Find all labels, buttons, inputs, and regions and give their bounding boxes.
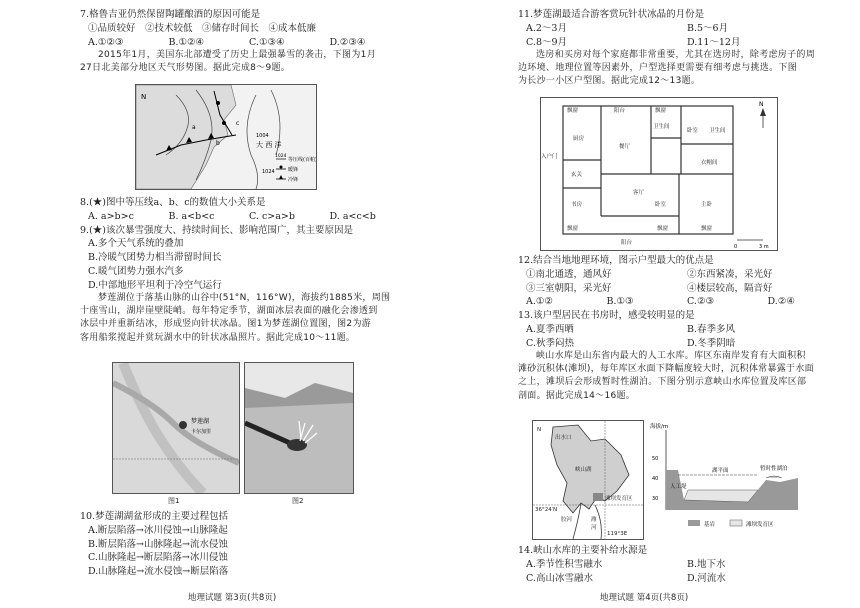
passage2-line4: 客用船浆搅起并赏玩湖水中的针状冰晶照片。据此完成10～11题。 [80,332,356,343]
plan-baywindow-4: 飘窗 [657,226,669,232]
q9-option-d[interactable]: D.中部地形平坦利于冷空气运行 [88,279,222,291]
reservoir-river-wei: 潍 [591,517,597,523]
q7-option-d[interactable]: D.②③④ [329,36,366,48]
right-column-2 [518,254,848,403]
plan-master-bedroom: 主卧 [701,202,713,208]
profile-legend-bedrock: 基岩 [704,522,716,528]
plan-living: 客厅 [633,190,645,196]
q12-option-d[interactable]: D.②④ [767,296,795,308]
profile-y30: 30 [652,496,659,502]
profile-y50: 50 [652,456,659,462]
right-page [430,0,860,608]
map-ocean-label: 大 西 洋 [256,141,282,149]
profile-lake-level: 湖平面 [712,468,729,474]
q14-option-c[interactable]: C.高山冰雪融水 [526,572,593,584]
passage1-line2: 27日北美部分地区天气形势图。据此完成8～9题。 [80,63,291,74]
q8-option-a[interactable]: A. a>b>c [88,210,134,222]
q9-option-a[interactable]: A.多个天气系统的叠加 [88,238,184,250]
q7-items: ①品质较好 ②技术较低 ③储存时间长 ④成本低廉 [88,22,317,34]
q10-stem: 10.梦莲湖湖盆形成的主要过程包括 [80,511,229,522]
figure1-city-label: 卡尔加里 [191,429,212,435]
passage2-line3: 冰层中并重新结冰，形成竖向针状冰晶。图1为梦莲湖位置图，图2为游 [80,319,372,330]
map-isobar-1024-b: 1024 [275,154,287,159]
plan-closet: 衣帽间 [701,160,718,166]
q8-option-c[interactable]: C. c>a>b [249,210,295,222]
passage3-line2: 边环境、地理位置等因素外，户型选择更需要有细考虑与挑选。下图 [518,63,798,74]
q11-option-d[interactable]: D.11～12月 [687,36,741,48]
q9-option-c[interactable]: C.暖气团势力强水汽多 [88,265,184,277]
q8-options [80,210,410,224]
map-legend-isobar: 等压线(百帕) [288,157,316,163]
map-letter-c: c [236,120,240,127]
map-isobar-1024-a: 1024 [262,169,275,175]
plan-bathroom-1: 卫生间 [653,124,670,130]
q12-options [518,295,848,309]
q13-option-a[interactable]: A.夏季西晒 [526,323,574,335]
profile-temp-lake: 暂时性湖泊 [760,466,788,472]
q10-option-b[interactable]: B.断层陷落→山脉隆起→流水侵蚀 [88,538,228,550]
left-column-3 [80,510,410,579]
map-letter-b: b [216,140,220,147]
right-footer: 地理试题 第4页(共8页) [600,593,689,603]
q8-stem: 8.(★)图中等压线a、b、c的数值大小关系是 [80,197,266,208]
q8-option-d[interactable]: D. a<c<b [329,210,376,222]
profile-y40: 40 [652,476,659,482]
q12-item-3: ③三室朝阳，采光好 [526,282,612,294]
q7-option-b[interactable]: B.①②④ [168,36,205,48]
passage4-line4: 剖面。据此完成14～16题。 [518,390,636,401]
q7-stem: 7.格鲁吉亚仍然保留陶罐酿酒的原因可能是 [80,9,261,20]
figure1-svg [113,363,239,493]
plan-north: N [759,101,764,108]
figure1-location-map [112,362,240,494]
q11-option-c[interactable]: C.8～9月 [526,36,568,48]
figure2-ice-photo [244,362,354,494]
passage4-line2: 滩砂沉积体(滩坝)，每年库区水面下降幅度较大时，沉积体常暴露于水面 [518,364,814,375]
q10-option-c[interactable]: C.山脉隆起→断层陷落→冰川侵蚀 [88,552,228,564]
q12-item-1: ①南北通透，通风好 [526,268,612,280]
reservoir-profile-svg [648,420,798,538]
plan-baywindow-5: 飘窗 [701,226,713,232]
q12-item-4: ④楼层较高，隔音好 [687,282,773,294]
weather-map-svg [136,85,316,189]
figure2-caption: 图2 [292,497,304,505]
profile-legend-dam-zone: 滩坝发育区 [746,522,774,528]
passage3-line1: 选房和买房对每个家庭都非常重要，尤其在选房时，除考虑房子的周 [536,50,816,61]
passage4-line3: 之上，滩坝后会形成暂时性湖泊。下图分别示意峡山水库位置及库区部 [518,377,807,388]
q9-option-b[interactable]: B.冷暖气团势力相当滞留时间长 [88,252,222,264]
q12-option-b[interactable]: B.①③ [606,296,634,308]
q14-stem: 14.峡山水库的主要补给水源是 [518,545,648,556]
q13-stem: 13.该户型居民在书房时，感受较明显的是 [518,310,695,322]
q12-items [518,268,848,296]
q7-option-c[interactable]: C.①③④ [249,36,285,48]
left-column-2 [80,196,410,345]
floor-plan [540,97,778,251]
q14-option-d[interactable]: D.河流水 [687,572,726,584]
reservoir-lon: 119°3E [607,531,628,537]
plan-bathroom-2: 卫生间 [709,128,726,134]
plan-bedroom-1: 卧室 [687,128,699,134]
plan-balcony-bottom: 阳台 [621,240,633,246]
plan-study: 书房 [571,202,583,208]
profile-ylabel: 海拔/m [650,424,669,430]
q10-option-d[interactable]: D.山脉隆起→流水侵蚀→断层陷落 [88,566,229,578]
q8-option-b[interactable]: B. a<b<c [168,210,215,222]
plan-bedroom-2: 卧室 [655,202,667,208]
plan-foyer: 玄关 [571,172,583,178]
q9-stem: 9.(★)该次暴雪强度大、持续时间长、影响范围广，其主要原因是 [80,224,353,236]
q14-option-b[interactable]: B.地下水 [687,558,726,570]
q11-option-a[interactable]: A.2～3月 [526,22,567,34]
left-column [80,8,410,75]
figure1-caption: 图1 [168,497,180,505]
passage1-line1: 2015年1月，美国东北部遭受了历史上最强暴雪的袭击，下图为1月 [98,50,376,61]
plan-entrance: 入户门 [541,154,558,160]
q7-option-a[interactable]: A.①②③ [88,36,124,48]
reservoir-river-jiao: 胶河 [561,517,573,523]
q12-option-c[interactable]: C.②③ [687,296,714,308]
q11-options [518,22,848,50]
q13-option-d[interactable]: D.冬季阴暗 [687,337,736,349]
plan-scale-3: 3 m [759,244,769,250]
reservoir-lat: 36°24′N [535,507,558,513]
q14-options [518,558,848,586]
q11-stem: 11.梦莲湖最适合游客赏玩针状冰晶的月份是 [518,9,705,20]
q12-stem: 12.结合当地地理环境，图示户型最大的优点是 [518,255,714,266]
q13-option-b[interactable]: B.春季多风 [687,323,736,335]
reservoir-map-svg [533,421,643,539]
reservoir-outlet: 出水口 [555,435,572,441]
plan-baywindow-1: 飘窗 [567,108,579,114]
reservoir-dam-zone: 滩坝发育区 [605,496,633,502]
plan-dining: 餐厅 [619,144,631,150]
reservoir-north: N [537,427,542,433]
map-north-label: N [141,93,147,101]
plan-balcony-top: 阳台 [614,108,626,114]
map-legend-cold: 冷锋 [288,177,299,183]
q7-options [80,36,410,50]
reservoir-map [532,420,644,540]
passage2-line1: 梦莲湖位于落基山脉的山谷中(51°N，116°W)，海拔约1885米，周围 [98,293,391,304]
q13-option-c[interactable]: C.秋季闷热 [526,337,574,349]
passage4-line1: 峡山水库是山东省内最大的人工水库。库区东南岸发育有大面积积 [536,351,806,362]
reservoir-river-he: 河 [591,525,597,531]
figure1-lake-label: 梦莲湖 [191,418,210,425]
passage3-line3: 为长沙一小区户型图。据此完成12～13题。 [518,76,701,87]
passage2-line2: 十座雪山，湖岸崖壁陡峭。每年特定季节，湖面冰层表面的融化会渗透到 [80,306,378,317]
right-column [518,8,848,88]
right-column-3 [518,544,848,585]
profile-dam: 人工堤 [670,484,687,490]
plan-scale-0: 0 [734,244,738,250]
reservoir-profile [648,420,798,538]
q12-item-2: ②东西紧凑，采光好 [687,268,773,280]
floor-plan-svg [541,98,777,250]
left-footer: 地理试题 第3页(共8页) [188,593,277,603]
q14-option-a[interactable]: A.季节性积雪融水 [526,558,603,570]
map-legend-warm: 暖锋 [288,167,299,173]
map-isobar-1004: 1004 [256,133,269,139]
plan-kitchen: 厨房 [573,136,585,142]
figure2-svg [245,363,353,493]
map-letter-a: a [192,124,196,131]
q10-option-a[interactable]: A.断层陷落→冰川侵蚀→山脉隆起 [88,524,228,536]
q11-option-b[interactable]: B.5～6月 [687,22,729,34]
plan-baywindow-3: 飘窗 [567,226,579,232]
weather-map [135,84,317,190]
plan-baywindow-2: 飘窗 [655,108,667,114]
q12-option-a[interactable]: A.①② [526,296,553,308]
reservoir-lake-label: 峡山湖 [575,467,592,473]
q13-options [518,323,848,351]
